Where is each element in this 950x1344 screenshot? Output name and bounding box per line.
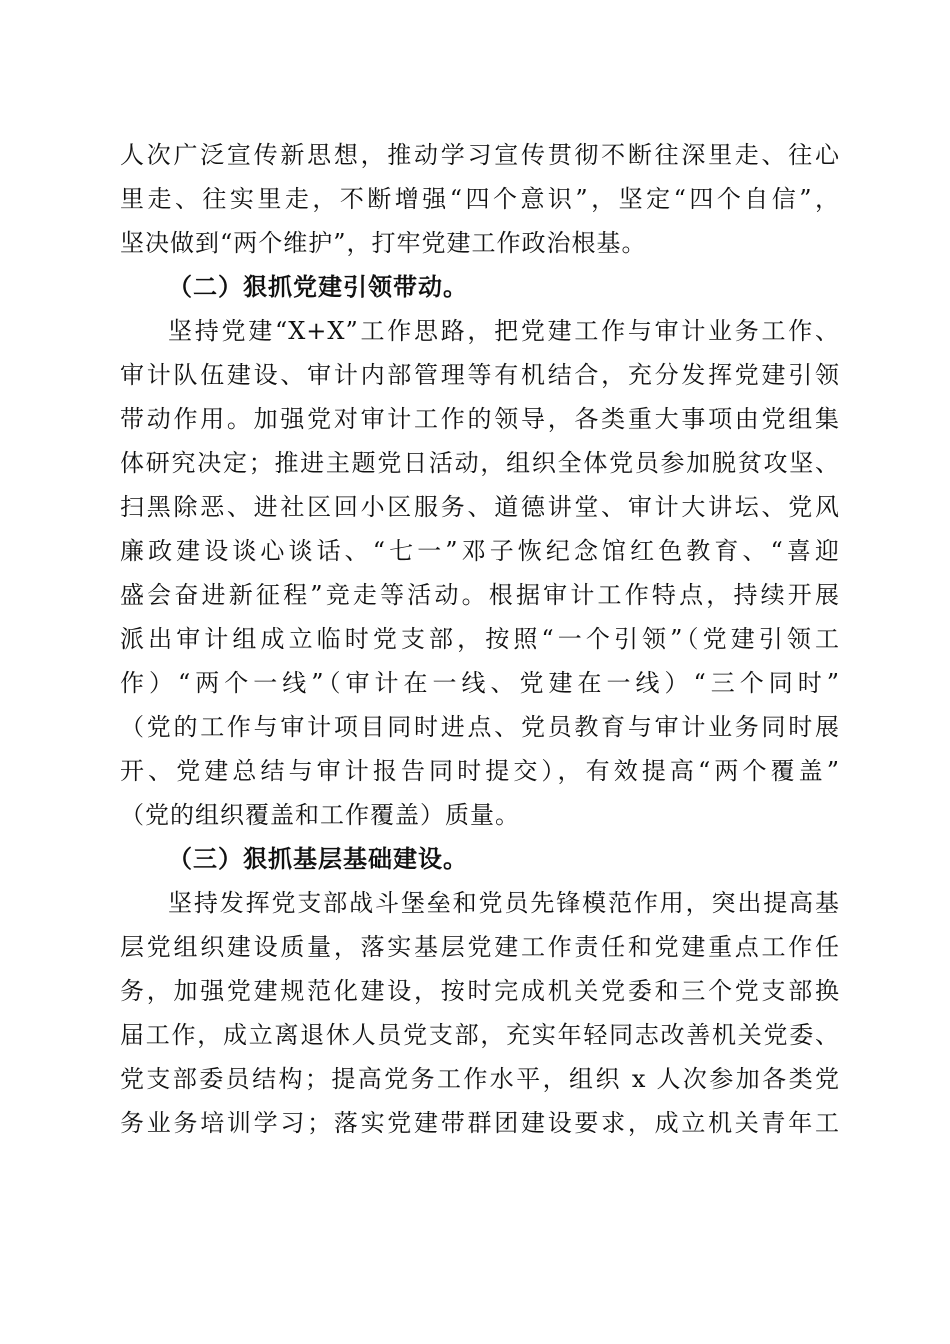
paragraph-line: 带动作用。加强党对审计工作的领导，各类重大事项由党组集 xyxy=(120,405,840,433)
paragraph-line: 作）“两个一线”（审计在一线、党建在一线）“三个同时” xyxy=(120,669,840,697)
paragraph-line: 层党组织建设质量，落实基层党建工作责任和党建重点工作任 xyxy=(120,933,840,961)
paragraph-line: 坚决做到“两个维护”，打牢党建工作政治根基。 xyxy=(120,229,647,257)
paragraph-line: 里走、往实里走，不断增强“四个意识”，坚定“四个自信”， xyxy=(120,185,840,213)
paragraph-line: 廉政建设谈心谈话、“七一”邓子恢纪念馆红色教育、“喜迎 xyxy=(120,537,840,565)
paragraph-line: 坚持党建“X+X”工作思路，把党建工作与审计业务工作、 xyxy=(168,317,840,345)
paragraph-line: （党的组织覆盖和工作覆盖）质量。 xyxy=(120,801,520,829)
paragraph-line: 开、党建总结与审计报告同时提交），有效提高“两个覆盖” xyxy=(120,757,840,785)
paragraph-line: 盛会奋进新征程”竞走等活动。根据审计工作特点，持续开展 xyxy=(120,581,840,609)
section-heading-2: （二）狠抓党建引领带动。 xyxy=(168,272,468,301)
paragraph-line: 届工作，成立离退休人员党支部，充实年轻同志改善机关党委、 xyxy=(120,1021,840,1049)
paragraph-line: 务业务培训学习；落实党建带群团建设要求，成立机关青年工 xyxy=(120,1109,840,1137)
paragraph-line: 派出审计组成立临时党支部，按照“一个引领”（党建引领工 xyxy=(120,625,840,653)
paragraph-line: 扫黑除恶、进社区回小区服务、道德讲堂、审计大讲坛、党风 xyxy=(120,493,840,521)
paragraph-line: 审计队伍建设、审计内部管理等有机结合，充分发挥党建引领 xyxy=(120,361,840,389)
paragraph-line: 体研究决定；推进主题党日活动，组织全体党员参加脱贫攻坚、 xyxy=(120,449,840,477)
paragraph-line: 坚持发挥党支部战斗堡垒和党员先锋模范作用，突出提高基 xyxy=(168,889,840,917)
paragraph-line: 人次广泛宣传新思想，推动学习宣传贯彻不断往深里走、往心 xyxy=(120,141,840,169)
section-heading-3: （三）狠抓基层基础建设。 xyxy=(168,844,468,873)
document-body xyxy=(120,133,840,1145)
paragraph-line: （党的工作与审计项目同时进点、党员教育与审计业务同时展 xyxy=(120,713,840,741)
paragraph-line: 务，加强党建规范化建设，按时完成机关党委和三个党支部换 xyxy=(120,977,840,1005)
paragraph-line: 党支部委员结构；提高党务工作水平，组织 x 人次参加各类党 xyxy=(120,1065,840,1093)
